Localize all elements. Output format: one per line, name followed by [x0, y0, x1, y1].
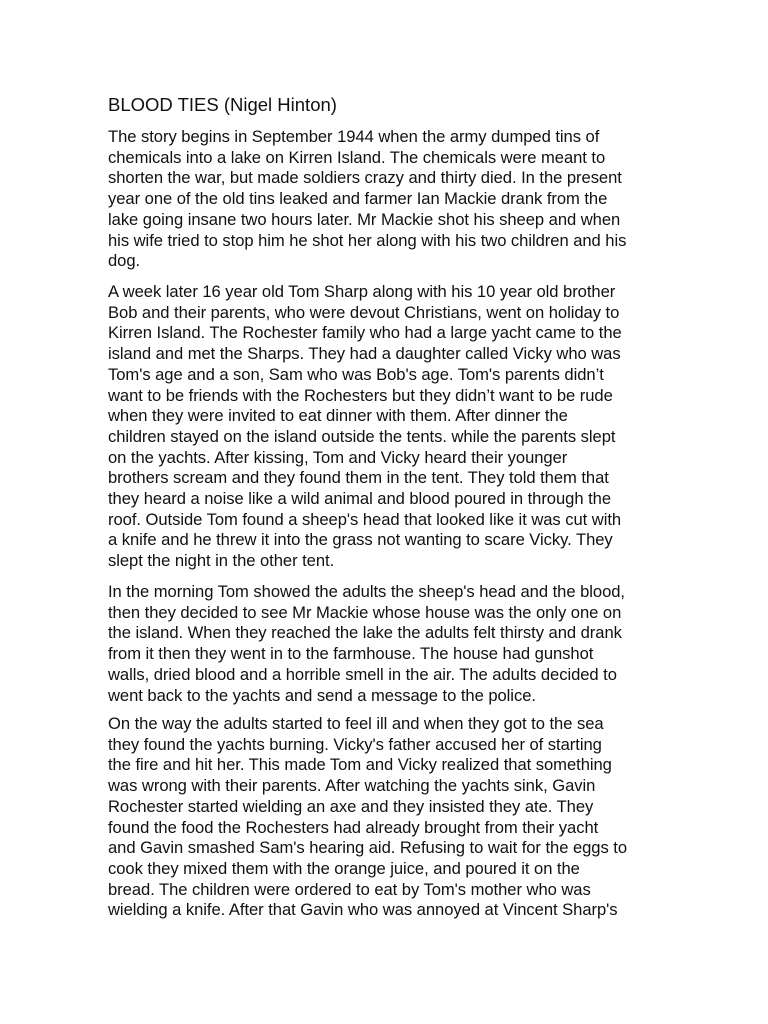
- text-line: wielding a knife. After that Gavin who was annoyed at Vincent Sharp's: [108, 900, 618, 920]
- text-line: went back to the yachts and send a message to the police.: [108, 685, 536, 705]
- paragraph-4: [108, 714, 668, 921]
- text-line: The story begins in September 1944 when the army dumped tins of: [108, 127, 600, 146]
- text-line: Kirren Island. The Rochester family who had a large yacht came to the: [108, 323, 622, 343]
- document-title: BLOOD TIES (Nigel Hinton): [108, 94, 337, 115]
- text-line: children stayed on the island outside the tents. while the parents slept: [108, 426, 616, 446]
- text-line: In the morning Tom showed the adults the sheep's head and the blood,: [108, 582, 625, 601]
- text-line: Bob and their parents, who were devout Christians, went on holiday to: [108, 302, 620, 322]
- text-line: they heard a noise like a wild animal and blood poured in through the: [108, 489, 612, 509]
- text-line: shorten the war, but made soldiers crazy and thirty died. In the present: [108, 168, 622, 188]
- text-line: cook they mixed them with the orange juice, and poured it on the: [108, 858, 580, 878]
- text-line: want to be friends with the Rochesters but they didn’t want to be rude: [108, 385, 613, 405]
- text-line: then they decided to see Mr Mackie whose house was the only one on: [108, 602, 622, 622]
- paragraph-2: [108, 282, 668, 572]
- text-line: lake going insane two hours later. Mr Mackie shot his sheep and when: [108, 209, 621, 229]
- text-line: the fire and hit her. This made Tom and Vicky realized that something: [108, 755, 612, 775]
- text-line: the island. When they reached the lake the adults felt thirsty and drank: [108, 623, 622, 643]
- paragraph-3: [108, 582, 668, 706]
- text-line: year one of the old tins leaked and farmer Ian Mackie drank from the: [108, 189, 608, 209]
- text-line: dog.: [108, 251, 141, 271]
- text-line: and Gavin smashed Sam's hearing aid. Refusing to wait for the eggs to: [108, 838, 628, 858]
- text-line: slept the night in the other tent.: [108, 551, 335, 571]
- text-line: chemicals into a lake on Kirren Island. The chemicals were meant to: [108, 147, 606, 167]
- text-line: brothers scream and they found them in the tent. They told them that: [108, 468, 609, 488]
- text-line: was wrong with their parents. After watching the yachts sink, Gavin: [108, 776, 596, 796]
- text-line: on the yachts. After kissing, Tom and Vicky heard their younger: [108, 447, 568, 467]
- text-line: walls, dried blood and a horrible smell in the air. The adults decided to: [108, 664, 617, 684]
- text-line: Tom's age and a son, Sam who was Bob's age. Tom's parents didn’t: [108, 364, 604, 384]
- text-line: a knife and he threw it into the grass not wanting to scare Vicky. They: [108, 530, 613, 550]
- text-line: roof. Outside Tom found a sheep's head that looked like it was cut with: [108, 509, 622, 529]
- text-line: found the food the Rochesters had already brought from their yacht: [108, 817, 599, 837]
- text-line: bread. The children were ordered to eat by Tom's mother who was: [108, 879, 591, 899]
- text-line: when they were invited to eat dinner with them. After dinner the: [108, 406, 568, 426]
- text-line: his wife tried to stop him he shot her along with his two children and his: [108, 230, 627, 250]
- text-line: On the way the adults started to feel ill and when they got to the sea: [108, 714, 604, 733]
- text-line: from it then they went in to the farmhouse. The house had gunshot: [108, 644, 594, 664]
- text-line: Rochester started wielding an axe and they insisted they ate. They: [108, 796, 594, 816]
- text-line: they found the yachts burning. Vicky's father accused her of starting: [108, 734, 602, 754]
- text-line: island and met the Sharps. They had a daughter called Vicky who was: [108, 344, 621, 364]
- paragraph-1: [108, 127, 668, 272]
- text-line: A week later 16 year old Tom Sharp along with his 10 year old brother: [108, 282, 616, 301]
